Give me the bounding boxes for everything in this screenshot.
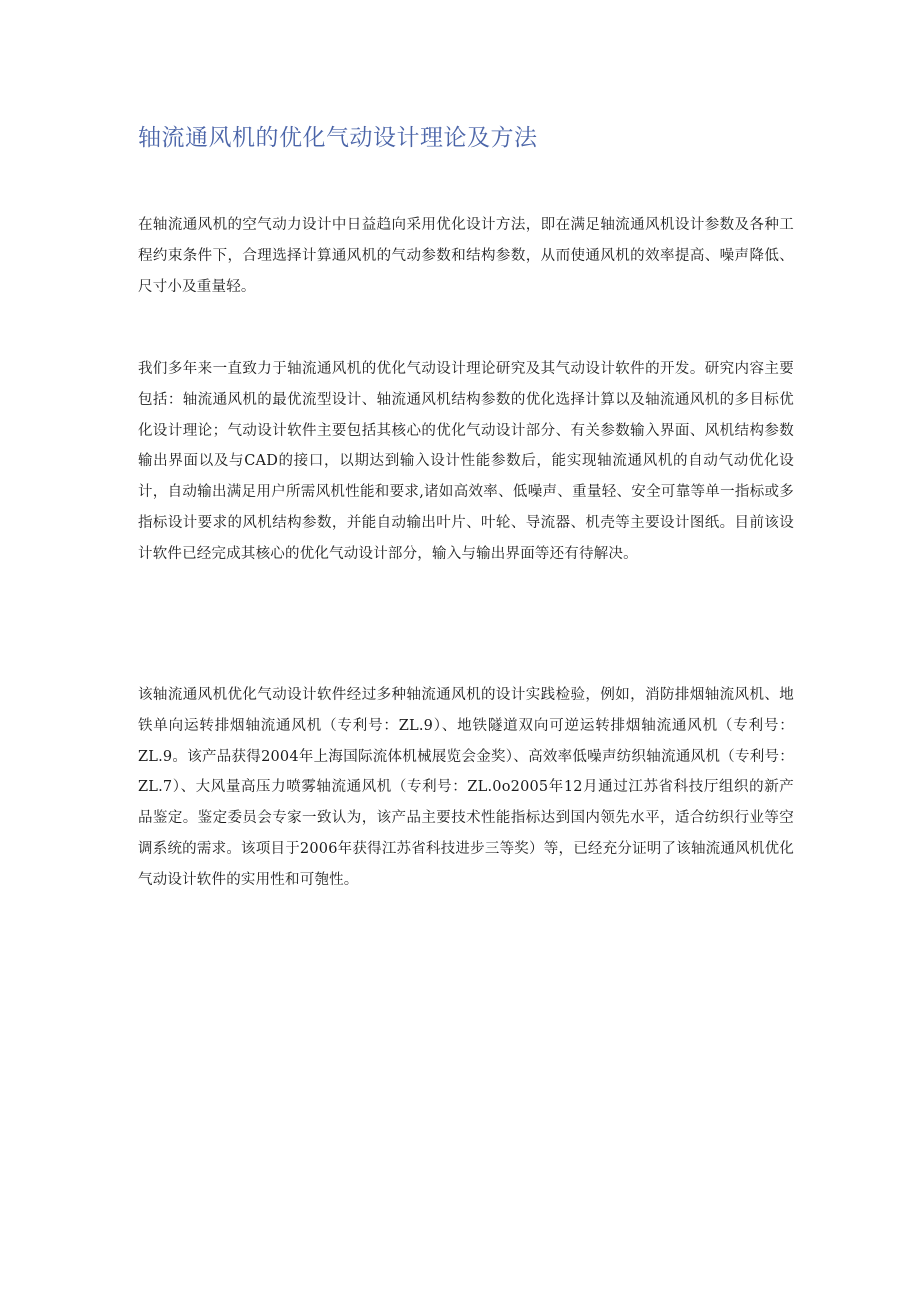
page-title: 轴流通风机的优化气动设计理论及方法 — [138, 125, 538, 151]
paragraph-validation: 该轴流通风机优化气动设计软件经过多种轴流通风机的设计实践检验，例如，消防排烟轴流风机、地铁单向运转排烟轴流通风机（专利号：ZL.9）、地铁隧道双向可逆运转排烟轴流通风机（专利号：ZL.9。该产品获得2004年上海国际流体机械展览会金奖）、高效率低噪声纺织轴流通风机（专利号：ZL.7）、大风量高压力喷雾轴流通风机（专利号：ZL.0o2005年12月通过江苏省科技厅组织的新产品鉴定。鉴定委员会专家一致认为，该产品主要技术性能指标达到国内领先水平，适合纺织行业等空调系统的需求。该项目于2006年获得江苏省科技进步三等奖）等，已经充分证明了该轴流通风机优化气动设计软件的实用性和可匏性。 — [138, 687, 794, 888]
paragraph-research: 我们多年来一直致力于轴流通风机的优化气动设计理论研究及其气动设计软件的开发。研究内容主要包括：轴流通风机的最优流型设计、轴流通风机结构参数的优化选择计算以及轴流通风机的多目标优化设计理论；气动设计软件主要包括其核心的优化气动设计部分、有关参数输入界面、风机结构参数输出界面以及与CAD的接口，以期达到输入设计性能参数后，能实现轴流通风机的自动气动优化设计，自动输出满足用户所需风机性能和要求,诸如高效率、低噪声、重量轻、安全可靠等单一指标或多指标设计要求的风机结构参数，并能自动输出叶片、叶轮、导流器、机壳等主要设计图纸。目前该设计软件已经完成其核心的优化气动设计部分，输入与输出界面等还有待解决。 — [138, 361, 794, 562]
paragraph-intro: 在轴流通风机的空气动力设计中日益趋向采用优化设计方法，即在满足轴流通风机设计参数及各种工程约束条件下，合理选择计算通风机的气动参数和结构参数，从而使通风机的效率提高、噪声降低、尺寸小及重量轻。 — [138, 217, 794, 295]
